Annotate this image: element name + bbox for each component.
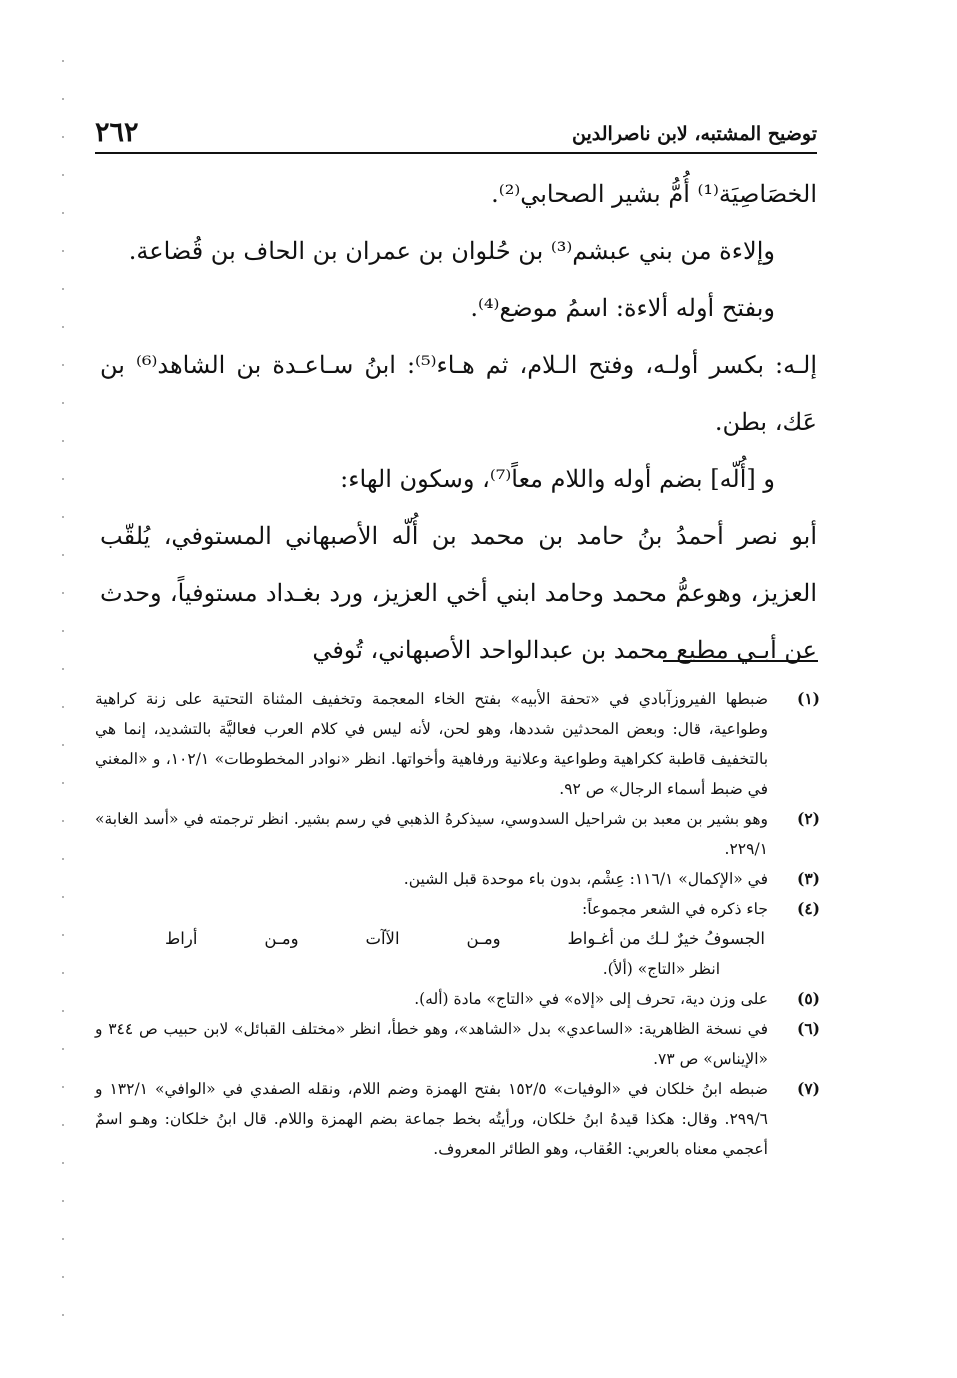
margin-dot — [62, 858, 64, 860]
footnote — [95, 1074, 820, 1164]
main-paragraph: و [أُلّه] بضم أوله واللام معاً⁽⁷⁾، وسكون الهاء: — [340, 465, 775, 493]
margin-dot — [62, 782, 64, 784]
main-paragraph: وإلاءة من بني عبشم⁽³⁾ بن حُلوان بن عمران بن الحاف بن قُضاعة. — [128, 237, 775, 265]
margin-dot — [62, 1276, 64, 1278]
footnote-number: (٧) — [796, 1079, 820, 1098]
margin-dot — [62, 1162, 64, 1164]
margin-dot — [62, 554, 64, 556]
footnote-number: (٢) — [796, 809, 820, 828]
footnote-number: (٥) — [796, 989, 820, 1008]
margin-dot — [62, 250, 64, 252]
margin-dot — [62, 1048, 64, 1050]
margin-dot — [62, 212, 64, 214]
verse-word: أراط — [165, 929, 198, 948]
margin-dot — [62, 516, 64, 518]
footnotes — [95, 684, 820, 1164]
margin-dot — [62, 1010, 64, 1012]
margin-dot — [62, 1200, 64, 1202]
footnote-text: ضبطه ابنُ خلكان في «الوفيات» ١٥٢/٥ بفتح الهمزة وضم اللام، ونقله الصفدي في «الوافي» ١٣٢/١ و ٢٩٩/٦. وقال: هكذا قيدهُ ابنُ خلكان، ورأيتُه بخط جماعة بضم الهمزة واللام. قال ابنُ خلكان: وهـو اسمٌ أعجمي معناه بالعربي: العُقاب، وهو الطائر المعروف. — [95, 1080, 768, 1158]
margin-dot — [62, 60, 64, 62]
margin-dot — [62, 744, 64, 746]
footnote-text: في نسخة الظاهرية: «الساعدي» بدل «الشاهد»، وهو خطأ، انظر «مختلف القبائل» لابن حبيب ص ٣٤٤ و «الإيناس» ص ٧٣. — [95, 1020, 768, 1068]
page-number: ٢٦٢ — [95, 117, 139, 148]
footnote — [95, 894, 820, 924]
margin-dot — [62, 668, 64, 670]
footnote-text: ضبطها الفيروزآبادي في «تحفة الأبيه» بفتح الخاء المعجمة وتخفيف المثناة التحتية على زنة كراهية وطواعية، قال: وبعض المحدثين شددها، وهو لحن، لأنه ليس في كلام العرب فعاليَّة بالتشديد، إنما هي بالتخفيف قاطبة ككراهية وطواعية وعلانية ورفاهية وأخواتها. انظر «نوادر المخطوطات» ١٠٢/١، و «المغني في ضبط أسماء الرجال» ص ٩٢. — [95, 690, 769, 798]
margin-dot — [62, 630, 64, 632]
margin-dot — [62, 98, 64, 100]
margin-dot — [62, 592, 64, 594]
margin-dot — [62, 1238, 64, 1240]
margin-dot — [62, 820, 64, 822]
margin-dot — [62, 402, 64, 404]
footnote-text: على وزن دية، تحرف إلى «إلاه» في «التاج» مادة (أله). — [414, 990, 768, 1008]
margin-dot — [62, 326, 64, 328]
margin-dot — [62, 174, 64, 176]
margin-dot — [62, 972, 64, 974]
footnote-text: جاء ذكره في الشعر مجموعاً: — [582, 900, 768, 918]
footnote-number: (٦) — [796, 1019, 820, 1038]
footnote — [95, 1014, 820, 1074]
margin-dot — [62, 440, 64, 442]
book-title: توضيح المشتبه، لابن ناصرالدين — [572, 123, 817, 145]
main-paragraph: وبفتح أوله ألاءة: اسمُ موضع⁽⁴⁾. — [470, 294, 775, 322]
margin-dot — [62, 1124, 64, 1126]
main-paragraph: أبو نصر أحمدُ بنُ حامد بن محمد بن أُلّه الأصبهاني المستوفي، يُلقّب العزيز، وهوعمُّ محمد وحامد ابني أخي العزيز، ورد بغـداد مستوفياً، وحدث عن أبـي مطيع محمد بن عبدالواحد الأصبهاني، تُوفي — [100, 522, 817, 664]
footnote — [95, 984, 820, 1014]
margin-dot — [62, 288, 64, 290]
verse-line — [165, 924, 765, 954]
verse-word: ومـن — [466, 929, 501, 948]
margin-dot — [62, 706, 64, 708]
margin-dot — [62, 136, 64, 138]
margin-dot — [62, 1314, 64, 1316]
main-paragraph: إلـه: بكسر أولـه، وفتح الـلام، ثم هـاء⁽⁵⁾: ابنُ سـاعـدة بن الشاهد⁽⁶⁾ بن عَك، بطن. — [100, 351, 818, 436]
running-header — [95, 116, 817, 154]
verse-reference: انظر «التاج» (ألأ). — [602, 960, 720, 978]
verse-word: ومـن — [264, 929, 299, 948]
footnote-text: وهو بشير بن معبد بن شراحيل السدوسي، سيذكرهُ الذهبي في رسم بشير. انظر ترجمته في «أسد الغابة» ٢٢٩/١. — [95, 810, 768, 858]
main-text — [100, 166, 817, 679]
margin-dots — [62, 60, 66, 1340]
main-paragraph: الخصَاصِيَة⁽¹⁾ أُمُّ بشير الصحابي⁽²⁾. — [491, 180, 817, 208]
footnote-separator — [663, 660, 818, 662]
footnote — [95, 864, 820, 894]
margin-dot — [62, 364, 64, 366]
footnote — [95, 804, 820, 864]
margin-dot — [62, 1086, 64, 1088]
verse-word: الآآت — [365, 929, 400, 948]
footnote-text: في «الإكمال» ١١٦/١: عِشْم، بدون باء موحدة قبل الشين. — [403, 870, 768, 888]
footnote-number: (١) — [796, 689, 820, 708]
footnote-number: (٣) — [796, 869, 820, 888]
footnote-number: (٤) — [796, 899, 820, 918]
footnote — [95, 684, 820, 804]
margin-dot — [62, 896, 64, 898]
margin-dot — [62, 934, 64, 936]
verse-word: الجسوفُ خيرٌ لـك من أغـواط — [567, 929, 765, 948]
margin-dot — [62, 478, 64, 480]
